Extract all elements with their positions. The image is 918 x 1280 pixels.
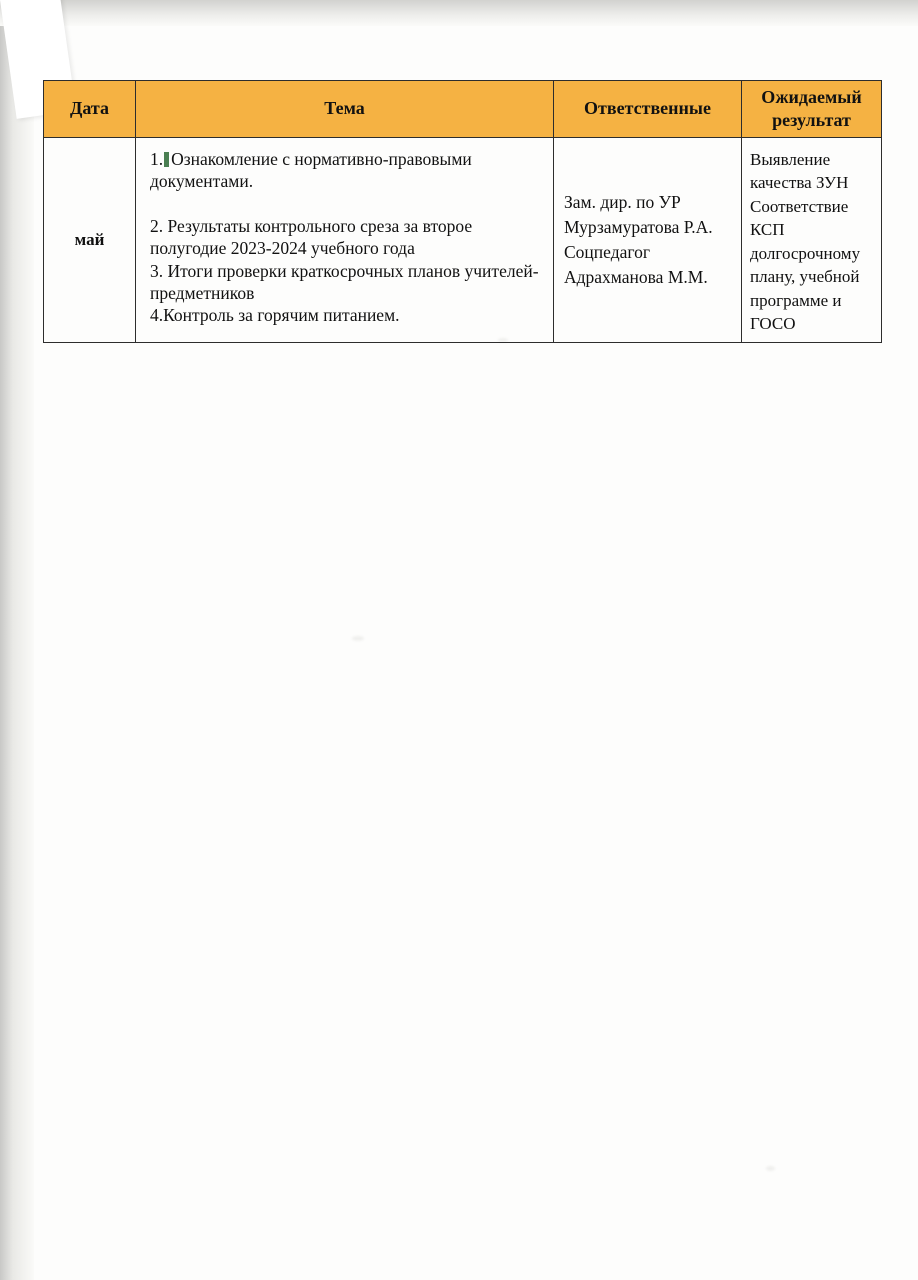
topic-item-4 [150,304,541,326]
responsible-line: Адрахманова М.М. [564,266,708,287]
result-line: плану, учебной [750,267,860,287]
topic-item-2-text: 2. Результаты контрольного среза за второе полугодие 2023-2024 учебного года [150,215,473,259]
topic-item-2 [150,215,541,260]
topic-item-3 [150,260,541,305]
result-line: программе и [750,290,842,310]
scan-left-edge-shadow [0,0,34,1280]
result-line: долгосрочному [750,243,861,263]
result-line: ГОСО [750,314,796,334]
topic-item-1 [150,148,541,193]
column-header-result: Ожидаемый результат [742,81,882,138]
table-header-row [44,81,882,138]
column-header-date: Дата [44,81,136,138]
responsible-line: Зам. дир. по УР [564,192,681,213]
scan-top-edge-shadow [0,0,918,26]
result-line: Соответствие [750,196,849,216]
column-header-topic: Тема [136,81,554,138]
cell-result [742,138,882,343]
table-row [44,138,882,343]
text-cursor-artifact [164,152,169,167]
result-line: КСП [750,220,785,240]
responsible-line: Соцпедагог [564,241,651,262]
schedule-table [43,80,882,343]
cell-topic [136,138,554,343]
result-line: Выявление [750,150,831,169]
cell-responsible [554,138,742,343]
result-line: качества ЗУН [750,173,849,193]
cell-date: май [44,138,136,343]
column-header-responsible: Ответственные [554,81,742,138]
topic-item-3-text: 3. Итоги проверки краткосрочных планов учителей-предметников [150,260,539,303]
topic-item-1-text: 1. Ознакомление с нормативно-правовыми документами. [150,149,472,192]
scan-artifact [352,636,364,641]
scan-artifact [766,1166,775,1171]
topic-spacer [150,193,541,215]
responsible-line: Мурзамуратова Р.А. [564,216,713,237]
topic-item-4-text: 4.Контроль за горячим питанием. [150,305,400,326]
